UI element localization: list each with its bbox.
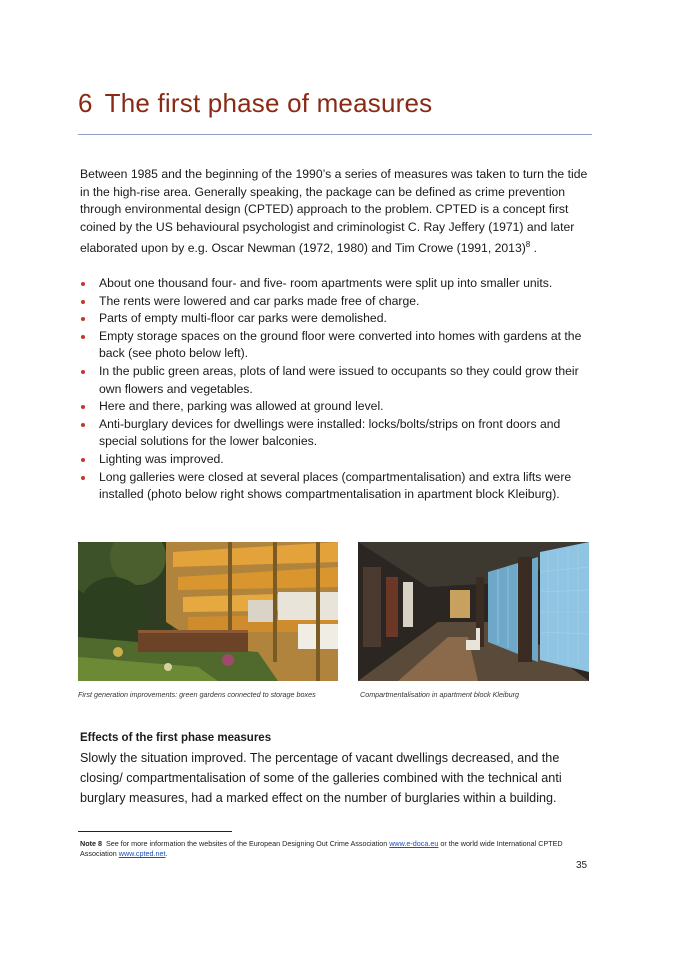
list-item	[80, 451, 595, 469]
list-item-text: The rents were lowered and car parks made free of charge.	[99, 293, 420, 308]
measures-list	[80, 275, 595, 504]
bullet-icon	[81, 300, 85, 304]
section-heading	[78, 88, 432, 119]
list-item	[80, 416, 595, 451]
page-number: 35	[576, 860, 588, 871]
intro-text: Between 1985 and the beginning of the 1990’s a series of measures was taken to turn the tide in the high-rise area. Generally speaking, the package can be defined as crime prevention through environmental design (CPTED) approach to the problem. CPTED is a concept first coined by the US behavioural psychologist and criminologist C. Ray Jeffery (1971) and later elaborated upon by e.g. Oscar Newman (1972, 1980) and Tim Crowe (1991, 2013)	[80, 167, 588, 256]
gardens-photo	[78, 542, 338, 681]
list-item-text: Lighting was improved.	[99, 451, 224, 466]
intro-paragraph	[80, 166, 595, 258]
list-item-text: Empty storage spaces on the ground floor were converted into homes with gardens at the back (see photo below left).	[99, 328, 582, 361]
heading-divider	[78, 134, 592, 135]
bullet-icon	[81, 423, 85, 427]
list-item-text: Long galleries were closed at several places (compartmentalisation) and extra lifts were installed (photo below right shows compartmentalisation in apartment block Kleiburg).	[99, 469, 572, 502]
bullet-icon	[81, 370, 85, 374]
cpted-link[interactable]: www.cpted.net	[118, 849, 166, 858]
bullet-icon	[81, 476, 85, 480]
list-item	[80, 310, 595, 328]
list-item-text: In the public green areas, plots of land were issued to occupants so they could grow their own flowers and vegetables.	[99, 363, 579, 396]
list-item	[80, 275, 595, 293]
edoca-link[interactable]: www.e-doca.eu	[389, 839, 439, 848]
list-item-text: Here and there, parking was allowed at ground level.	[99, 399, 384, 414]
section-number: 6	[78, 88, 93, 118]
bullet-icon	[81, 335, 85, 339]
section-title: The first phase of measures	[104, 88, 433, 118]
right-photo-caption: Compartmentalisation in apartment block Kleiburg	[360, 690, 520, 699]
footnote	[80, 839, 600, 859]
bullet-icon	[81, 458, 85, 462]
list-item	[80, 398, 595, 416]
left-photo-caption: First generation improvements: green gardens connected to storage boxes	[78, 690, 316, 699]
footnote-text-after: .	[165, 849, 168, 858]
gallery-photo	[358, 542, 589, 681]
list-item	[80, 293, 595, 311]
footnote-text-before: See for more information the websites of the European Designing Out Crime Association	[105, 839, 390, 848]
effects-heading: Effects of the first phase measures	[80, 732, 272, 744]
footnote-text-middle: or the world wide International CPTED Association	[80, 839, 563, 858]
list-item-text: Parts of empty multi-floor car parks were demolished.	[99, 311, 387, 326]
intro-end: .	[530, 241, 538, 256]
bullet-icon	[81, 405, 85, 409]
list-item	[80, 469, 595, 504]
footnote-divider	[78, 831, 232, 832]
list-item	[80, 363, 595, 398]
list-item-text: About one thousand four- and five- room apartments were split up into smaller units.	[99, 276, 553, 290]
bullet-icon	[81, 282, 85, 286]
effects-paragraph: Slowly the situation improved. The percentage of vacant dwellings decreased, and the closing/ compartmentalisation of some of the galleries combined with the technical anti burglary measures, had a marked effect on the number of burglaries within a building.	[80, 751, 562, 805]
footnote-reference[interactable]: 8	[525, 240, 531, 250]
list-item-text: Anti-burglary devices for dwellings were installed: locks/bolts/strips on front doors and special solutions for the lower balconies.	[99, 416, 561, 449]
list-item	[80, 328, 595, 363]
footnote-label: Note 8	[80, 839, 102, 848]
bullet-icon	[81, 317, 85, 321]
